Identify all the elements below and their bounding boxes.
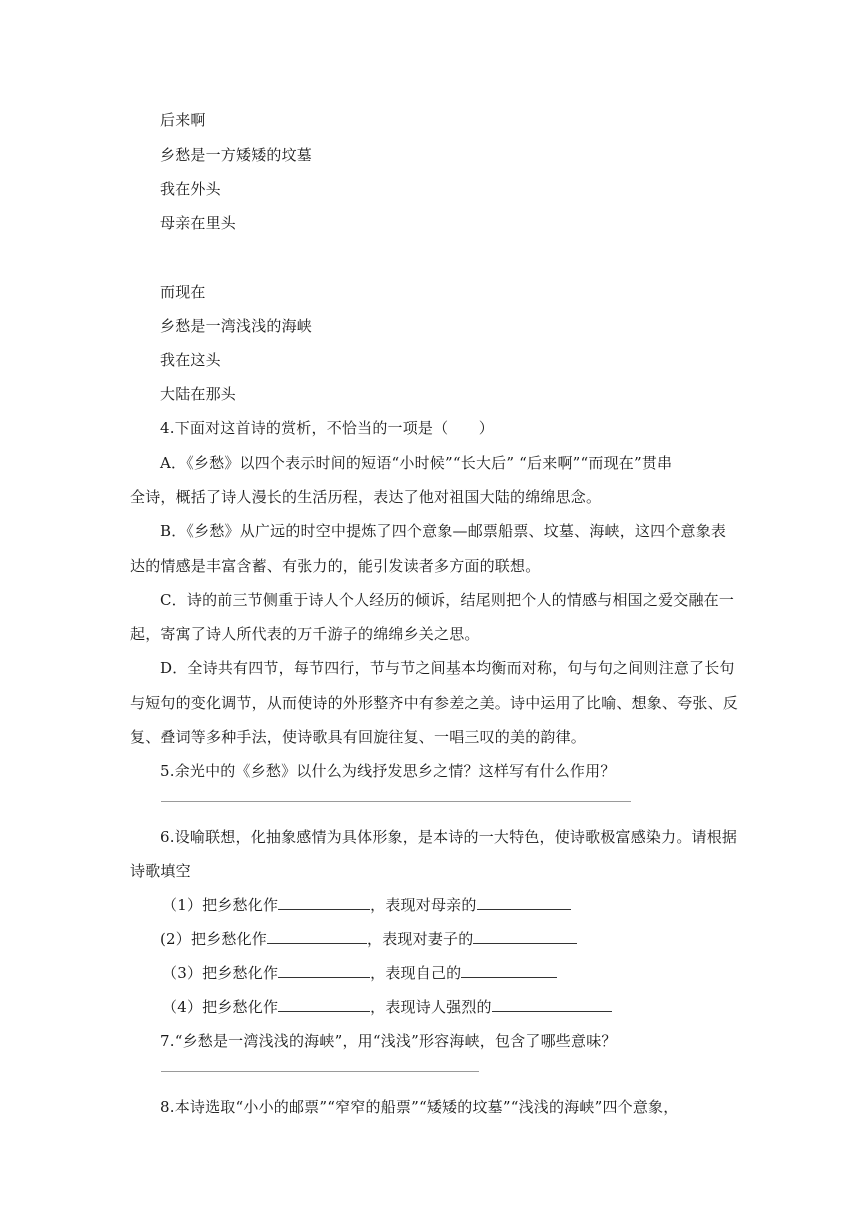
q6-item-middle: ，表现对妻子的: [367, 930, 474, 948]
fill-blank[interactable]: [477, 895, 571, 910]
question-7-stem: 7.“乡愁是一湾浅浅的海峡”，用“浅浅”形容海峡，包含了哪些意味？: [160, 1032, 617, 1050]
q4-option-a-cont: 全诗，概括了诗人漫长的生活历程，表达了他对祖国大陆的绵绵思念。: [130, 488, 602, 506]
q6-item-prefix: （4）把乡愁化作: [162, 998, 279, 1016]
poem-line: 大陆在那头: [160, 385, 237, 403]
answer-line[interactable]: [161, 1071, 479, 1072]
q6-item-middle: ，表现对母亲的: [370, 896, 477, 914]
q6-item-prefix: （1）把乡愁化作: [162, 896, 279, 914]
fill-blank[interactable]: [473, 929, 577, 944]
question-6-stem-cont: 诗歌填空: [130, 862, 191, 880]
fill-blank[interactable]: [278, 997, 370, 1012]
q6-item-prefix: (2）把乡愁化作: [160, 930, 267, 948]
poem-line: 母亲在里头: [160, 214, 237, 232]
fill-blank[interactable]: [461, 963, 557, 978]
poem-line: 我在外头: [160, 180, 221, 198]
answer-line[interactable]: [161, 801, 631, 802]
q4-option-d: D．全诗共有四节，每节四行，节与节之间基本均衡而对称，句与句之间则注意了长句: [160, 659, 735, 677]
poem-line: 后来啊: [160, 111, 206, 129]
question-4-stem: 4.下面对这首诗的赏析，不恰当的一项是（ ）: [160, 419, 494, 437]
q6-item-1: [162, 895, 571, 915]
q6-item-4: [162, 997, 612, 1017]
q4-option-b: B．《乡愁》从广远的时空中提炼了四个意象—邮票船票、坟墓、海峡，这四个意象表: [160, 522, 727, 540]
q4-option-c-cont: 起，寄寓了诗人所代表的万千游子的绵绵乡关之思。: [130, 625, 480, 643]
fill-blank[interactable]: [267, 929, 367, 944]
q6-item-prefix: （3）把乡愁化作: [162, 964, 279, 982]
q6-item-middle: ，表现自己的: [370, 964, 462, 982]
q6-item-middle: ，表现诗人强烈的: [370, 998, 492, 1016]
q4-option-c: C．诗的前三节侧重于诗人个人经历的倾诉，结尾则把个人的情感与相国之爱交融在一: [160, 591, 735, 609]
poem-line: 乡愁是一方矮矮的坟墓: [160, 146, 313, 164]
question-5-stem: 5.余光中的《乡愁》以什么为线抒发思乡之情？这样写有什么作用？: [160, 762, 616, 780]
fill-blank[interactable]: [278, 895, 370, 910]
poem-line: 而现在: [160, 283, 206, 301]
q6-item-3: [162, 963, 557, 983]
fill-blank[interactable]: [492, 997, 612, 1012]
q4-option-b-cont: 达的情感是丰富含蓄、有张力的，能引发读者多方面的联想。: [130, 557, 541, 575]
question-8-stem: 8.本诗选取“小小的邮票”“窄窄的船票”“矮矮的坟墓”“浅浅的海峡”四个意象，: [160, 1098, 679, 1116]
fill-blank[interactable]: [278, 963, 370, 978]
poem-line: 乡愁是一湾浅浅的海峡: [160, 317, 313, 335]
q4-option-d-cont: 与短句的变化调节，从而使诗的外形整齐中有参差之美。诗中运用了比喻、想象、夸张、反: [130, 694, 739, 712]
q4-option-d-cont: 复、叠词等多种手法，使诗歌具有回旋往复、一唱三叹的美的韵律。: [130, 728, 587, 746]
question-6-stem: 6.设喻联想，化抽象感情为具体形象，是本诗的一大特色，使诗歌极富感染力。请根据: [160, 828, 738, 846]
q4-option-a: A．《乡愁》以四个表示时间的短语“小时候”“长大后” “后来啊”“而现在”贯串: [160, 454, 673, 472]
poem-line: 我在这头: [160, 351, 221, 369]
q6-item-2: [160, 929, 577, 949]
